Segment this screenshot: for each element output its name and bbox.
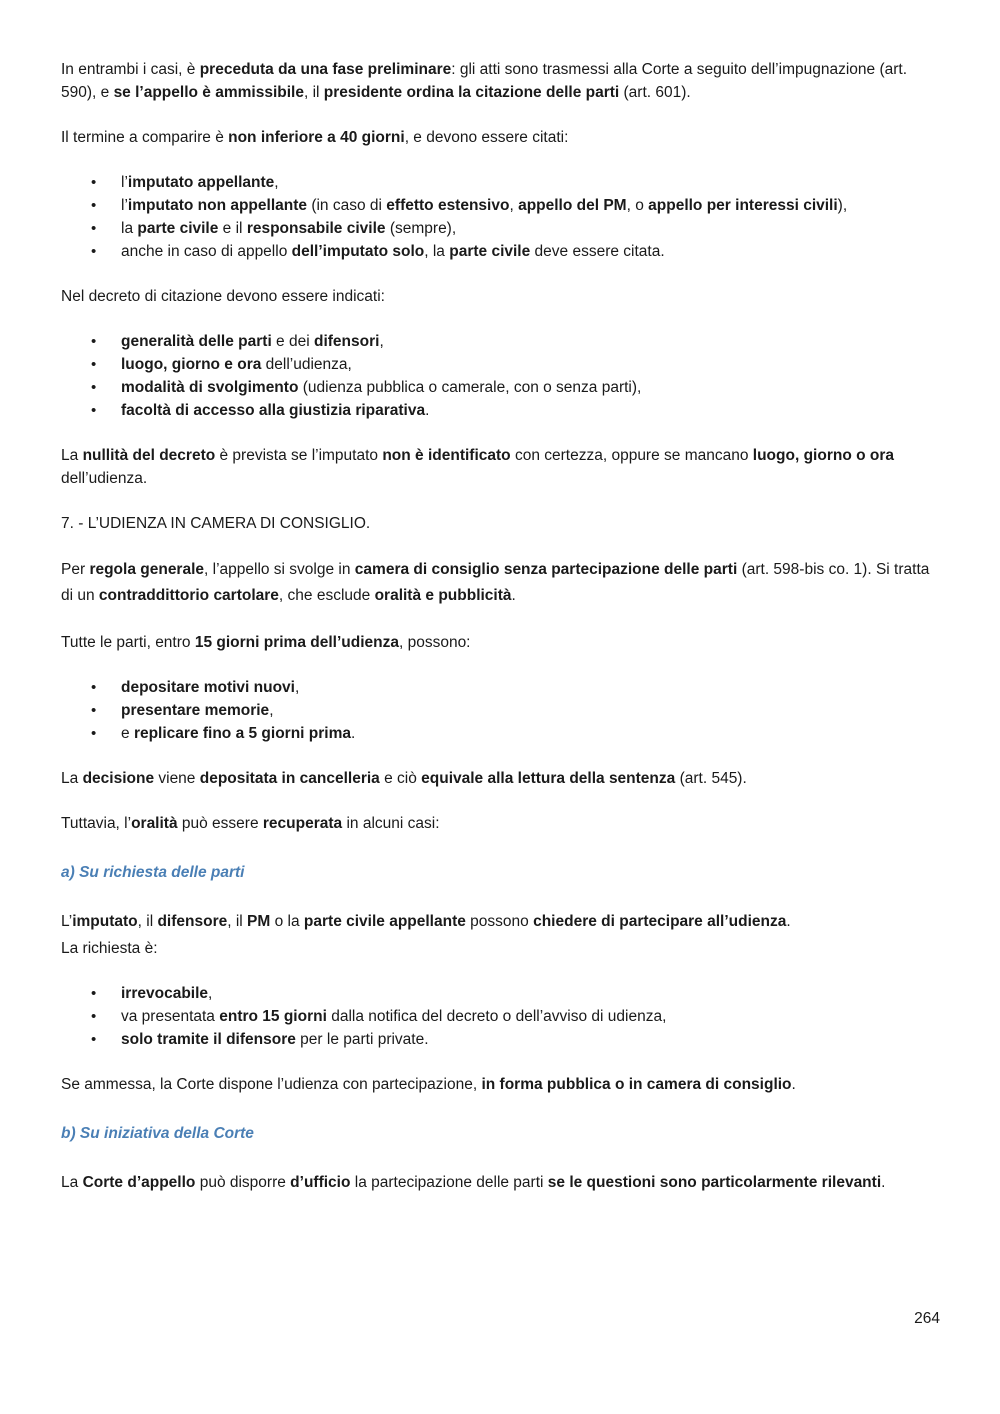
text-run: , e devono essere citati: — [404, 129, 569, 146]
text-run: , — [269, 702, 274, 719]
text-run: . — [351, 725, 356, 742]
text-run: (art. 545). — [675, 770, 747, 787]
bold-text: depositare motivi nuovi — [121, 679, 295, 696]
text-run: , — [509, 197, 519, 214]
text-run: Il termine a comparire è — [61, 129, 229, 146]
text-run: dalla notifica del decreto o dell’avviso di udienza, — [326, 1008, 667, 1025]
text-run: (udienza pubblica o camerale, con o senza parti), — [298, 379, 642, 396]
paragraph-request-is: La richiesta è: — [61, 940, 158, 957]
paragraph-all-parties — [61, 631, 941, 654]
bold-text: preceduta da una fase preliminare — [199, 61, 452, 78]
text-run: . — [511, 587, 516, 604]
text-run: (art. 601). — [619, 84, 691, 101]
bold-text: se l’appello è ammissibile — [113, 84, 304, 101]
bold-text: parte civile — [449, 243, 531, 260]
document-page — [61, 58, 941, 1194]
bold-text: PM — [247, 913, 271, 930]
text-run: , la — [424, 243, 450, 260]
text-run: la partecipazione delle parti — [350, 1174, 548, 1191]
text-run: . — [881, 1174, 886, 1191]
list-item — [121, 722, 941, 745]
list-item — [121, 353, 941, 376]
bold-text: appello del PM — [518, 197, 627, 214]
text-run: , il — [303, 84, 324, 101]
paragraph-decree-intro: Nel decreto di citazione devono essere indicati: — [61, 288, 385, 305]
bold-text: imputato appellante — [127, 174, 275, 191]
text-run: ), — [837, 197, 848, 214]
text-run: l’ — [121, 174, 128, 191]
bold-text: effetto estensivo — [386, 197, 510, 214]
bold-text: decisione — [82, 770, 155, 787]
text-run: in alcuni casi: — [342, 815, 440, 832]
bold-text: appello per interessi civili — [648, 197, 838, 214]
text-run: . — [786, 913, 791, 930]
list-item — [121, 1005, 941, 1028]
paragraph-orality — [61, 812, 941, 835]
text-run: o la — [270, 913, 304, 930]
text-run: (sempre), — [385, 220, 457, 237]
bold-text: in forma pubblica o in camera di consiglio — [481, 1076, 792, 1093]
bold-text: non è identificato — [382, 447, 511, 464]
list-item — [121, 399, 941, 422]
list-item — [121, 376, 941, 399]
list-item — [121, 699, 941, 722]
bold-text: difensore — [157, 913, 228, 930]
text-run: La — [61, 770, 83, 787]
bold-text: solo tramite il difensore — [121, 1031, 296, 1048]
text-run: , il — [227, 913, 248, 930]
list-request-features — [61, 982, 941, 1051]
text-run: In entrambi i casi, è — [61, 61, 200, 78]
text-run: , possono: — [398, 634, 471, 651]
bold-text: depositata in cancelleria — [199, 770, 380, 787]
text-run: può essere — [177, 815, 263, 832]
list-item — [121, 676, 941, 699]
bold-text: entro 15 giorni — [219, 1008, 327, 1025]
text-run: e il — [218, 220, 247, 237]
list-item — [121, 330, 941, 353]
list-item — [121, 217, 941, 240]
bold-text: modalità di svolgimento — [121, 379, 299, 396]
bold-text: d’ufficio — [290, 1174, 351, 1191]
text-run: . — [791, 1076, 796, 1093]
bold-text: Corte d’appello — [82, 1174, 196, 1191]
text-run: , o — [626, 197, 649, 214]
bold-text: contraddittorio cartolare — [98, 587, 279, 604]
text-run: : gli atti sono trasmessi alla Corte a seguito dell’impugnazione (art. 590), e — [61, 61, 908, 101]
paragraph-term — [61, 126, 941, 149]
bold-text: responsabile civile — [246, 220, 386, 237]
text-run: può disporre — [195, 1174, 291, 1191]
text-run: , — [294, 679, 300, 696]
text-run: e dei — [271, 333, 314, 350]
text-run: possono — [465, 913, 534, 930]
bold-text: recuperata — [262, 815, 343, 832]
text-run: va presentata — [121, 1008, 220, 1025]
text-run: La — [61, 447, 83, 464]
subheading-b: b) Su iniziativa della Corte — [61, 1125, 254, 1142]
bold-text: 15 giorni prima dell’udienza — [194, 634, 399, 651]
bold-text: dell’imputato solo — [291, 243, 425, 260]
list-party-actions — [61, 676, 941, 745]
list-item — [121, 194, 941, 217]
text-run: per le parti private. — [295, 1031, 429, 1048]
text-run: Tutte le parti, entro — [61, 634, 195, 651]
bold-text: replicare fino a 5 giorni prima — [133, 725, 351, 742]
text-run: la — [121, 220, 138, 237]
text-run: anche in caso di appello — [121, 243, 292, 260]
text-run: , il — [137, 913, 158, 930]
bold-text: luogo, giorno e ora — [121, 356, 262, 373]
bold-text: se le questioni sono particolarmente rilevanti — [547, 1174, 882, 1191]
bold-text: difensori — [313, 333, 380, 350]
section-title: 7. - L’UDIENZA IN CAMERA DI CONSIGLIO. — [61, 515, 371, 532]
subheading-a: a) Su richiesta delle parti — [61, 864, 245, 881]
bold-text: oralità — [131, 815, 178, 832]
text-run: deve essere citata. — [530, 243, 665, 260]
bold-text: camera di consiglio senza partecipazione delle parti — [354, 561, 738, 578]
bold-text: regola generale — [89, 561, 205, 578]
text-run: , l’appello si svolge in — [204, 561, 355, 578]
bold-text: generalità delle parti — [121, 333, 272, 350]
paragraph-admitted — [61, 1073, 941, 1096]
text-run: viene — [154, 770, 200, 787]
text-run: Tuttavia, l’ — [61, 815, 132, 832]
text-run: con certezza, oppure se mancano — [510, 447, 753, 464]
bold-text: chiedere di partecipare all’udienza — [533, 913, 787, 930]
text-run: e — [121, 725, 134, 742]
text-run: Se ammessa, la Corte dispone l’udienza con partecipazione, — [61, 1076, 482, 1093]
text-run: , — [274, 174, 279, 191]
bold-text: luogo, giorno o ora — [752, 447, 894, 464]
list-cited-parties — [61, 171, 941, 263]
list-item — [121, 171, 941, 194]
bold-text: imputato — [72, 913, 138, 930]
text-run: dell’udienza, — [261, 356, 352, 373]
text-run: . — [425, 402, 430, 419]
paragraph-preliminary-phase — [61, 58, 941, 104]
paragraph-nullity — [61, 444, 941, 490]
paragraph-decision — [61, 767, 941, 790]
paragraph-general-rule — [61, 557, 941, 609]
text-run: , — [208, 985, 213, 1002]
paragraph-request — [61, 910, 941, 933]
list-item — [121, 982, 941, 1005]
text-run: (in caso di — [307, 197, 387, 214]
bold-text: presentare memorie — [121, 702, 270, 719]
bold-text: presidente ordina la citazione delle parti — [323, 84, 620, 101]
bold-text: irrevocabile — [121, 985, 209, 1002]
paragraph-court-initiative — [61, 1171, 941, 1194]
text-run: , — [379, 333, 384, 350]
bold-text: parte civile appellante — [303, 913, 466, 930]
list-item — [121, 240, 941, 263]
text-run: dell’udienza. — [61, 470, 148, 487]
text-run: (art. 598-bis co. 1). Si tratta di un — [61, 561, 930, 604]
page-number: 264 — [914, 1310, 940, 1327]
text-run: Per — [61, 561, 90, 578]
text-run: , che esclude — [278, 587, 375, 604]
bold-text: nullità del decreto — [82, 447, 216, 464]
text-run: l’ — [121, 197, 128, 214]
bold-text: equivale alla lettura della sentenza — [421, 770, 676, 787]
bold-text: facoltà di accesso alla giustizia riparativa — [121, 402, 426, 419]
list-item — [121, 1028, 941, 1051]
bold-text: oralità e pubblicità — [374, 587, 512, 604]
text-run: è prevista se l’imputato — [215, 447, 383, 464]
text-run: La — [61, 1174, 83, 1191]
text-run: e ciò — [379, 770, 422, 787]
bold-text: parte civile — [137, 220, 219, 237]
bold-text: non inferiore a 40 giorni — [228, 129, 405, 146]
list-decree-contents — [61, 330, 941, 422]
text-run: L’ — [61, 913, 73, 930]
bold-text: imputato non appellante — [127, 197, 308, 214]
